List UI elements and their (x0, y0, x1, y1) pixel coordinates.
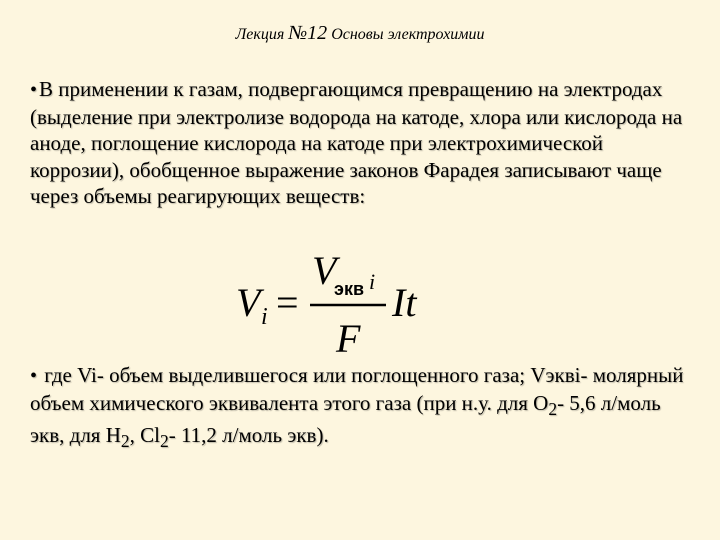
faraday-formula (236, 248, 436, 361)
subscript-o2: 2 (548, 398, 558, 419)
formula-num-main: V (312, 248, 337, 293)
formula-lhs-sub: i (261, 304, 268, 330)
paragraph-definitions (30, 362, 700, 455)
definitions-text-a: где Vi- объем выделившегося или поглощенного газа; Vэквi- молярный объем химического эквивалента этого газа (при н.у. для O (30, 363, 684, 415)
paragraph-intro-text: В применении к газам, подвергающимся превращению на электродах (выделение при электролизе водорода на катоде, хлора или кислорода на аноде, поглощение кислорода на катоде при электрохимической коррозии), обобщенное выражение законов Фарадея записывают чаще через объемы реагирующих веществ: (30, 77, 683, 208)
subscript-h2: 2 (120, 431, 130, 452)
formula-den: F (336, 316, 361, 361)
formula-num-sub2: i (369, 269, 376, 294)
definitions-text-b: - 5,6 л/моль экв, для H (30, 390, 661, 448)
header-prefix: Лекция (235, 26, 285, 43)
bullet-icon: • (30, 365, 38, 387)
formula-num-sub: экв (334, 279, 365, 299)
formula-lhs: V (236, 280, 261, 325)
definitions-text-d: - 11,2 л/моль экв). (168, 423, 329, 448)
slide-header (0, 22, 720, 45)
formula-tail: It (392, 280, 417, 325)
definitions-text-c: , Cl (129, 423, 160, 448)
header-number: №12 (288, 22, 328, 44)
header-title: Основы электрохимии (331, 26, 485, 43)
formula-equals: = (276, 280, 299, 325)
paragraph-intro (30, 76, 700, 210)
formula-svg (236, 248, 436, 361)
bullet-icon: • (30, 79, 38, 101)
subscript-cl2: 2 (159, 431, 169, 452)
